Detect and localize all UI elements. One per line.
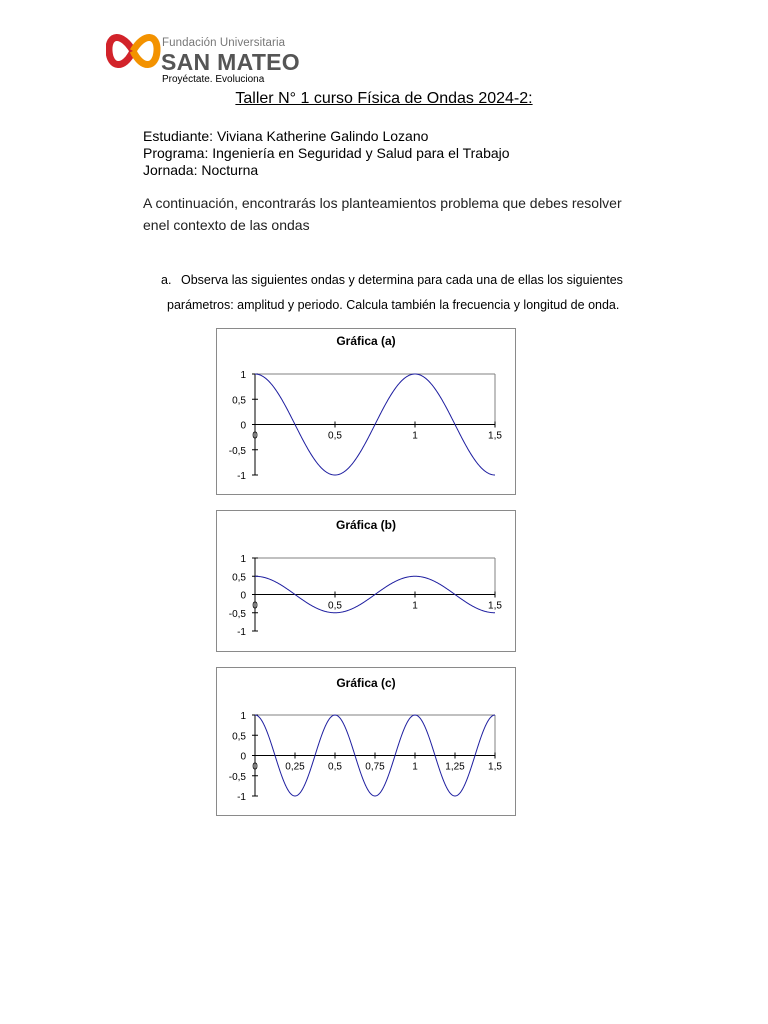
y-tick-label: 0,5 <box>232 395 246 407</box>
y-tick-label: -1 <box>237 627 246 638</box>
y-tick-label: -0,5 <box>228 445 246 457</box>
y-tick-label: 0 <box>240 590 246 602</box>
x-tick-label: 1,5 <box>488 761 502 773</box>
chart-title: Gráfica (a) <box>336 334 396 348</box>
x-tick-label: 0,25 <box>285 761 305 773</box>
student-name: Estudiante: Viviana Katherine Galindo Lozano <box>143 128 429 144</box>
university-logo-icon <box>106 24 162 78</box>
institution-name: SAN MATEO <box>161 49 300 75</box>
y-tick-label: 0,5 <box>232 572 246 584</box>
x-tick-label: 1,25 <box>445 761 465 773</box>
chart-a <box>216 328 516 495</box>
y-tick-label: -1 <box>237 471 246 482</box>
y-tick-label: 1 <box>240 370 246 381</box>
x-tick-label: 1,5 <box>488 600 502 612</box>
y-tick-label: 1 <box>240 554 246 565</box>
x-tick-label: 0,5 <box>328 430 342 442</box>
chart-b-svg <box>217 511 515 651</box>
chart-title: Gráfica (b) <box>335 518 397 532</box>
x-tick-label: 0 <box>252 761 258 773</box>
student-info <box>143 128 510 179</box>
x-tick-label: 1 <box>412 761 418 773</box>
x-tick-label: 0 <box>252 600 258 612</box>
y-tick-label: -0,5 <box>228 771 246 783</box>
institution-slogan: Proyéctate. Evoluciona <box>162 74 265 85</box>
x-tick-label: 1 <box>412 600 418 612</box>
question-letter: a. <box>161 273 172 287</box>
x-tick-label: 0,5 <box>328 600 342 612</box>
question-line-2: parámetros: amplitud y periodo. Calcula también la frecuencia y longitud de onda. <box>167 298 620 312</box>
y-tick-label: 0 <box>240 420 246 432</box>
university-logo <box>106 24 306 90</box>
page-title: Taller N° 1 curso Física de Ondas 2024-2: <box>235 90 533 107</box>
institution-label: Fundación Universitaria <box>162 37 286 49</box>
x-tick-label: 0,5 <box>328 761 342 773</box>
intro-paragraph: A continuación, encontrarás los planteamientos problema que debes resolver enel contexto de las ondas <box>143 195 622 233</box>
y-tick-label: 1 <box>240 711 246 722</box>
y-tick-label: 0,5 <box>232 731 246 743</box>
chart-title: Gráfica (c) <box>336 676 396 690</box>
program-name: Programa: Ingeniería en Seguridad y Salud para el Trabajo <box>143 145 510 161</box>
x-tick-label: 1,5 <box>488 430 502 442</box>
chart-a-svg <box>217 329 515 494</box>
x-tick-label: 0 <box>252 430 258 442</box>
x-tick-label: 0,75 <box>365 761 385 773</box>
y-tick-label: -0,5 <box>228 608 246 620</box>
chart-c <box>216 667 516 816</box>
x-tick-label: 1 <box>412 430 418 442</box>
chart-c-svg <box>217 668 515 815</box>
y-tick-label: 0 <box>240 751 246 763</box>
y-tick-label: -1 <box>237 792 246 803</box>
schedule-name: Jornada: Nocturna <box>143 162 259 178</box>
question-line-1: Observa las siguientes ondas y determina para cada una de ellas los siguientes <box>181 273 623 287</box>
chart-b <box>216 510 516 652</box>
